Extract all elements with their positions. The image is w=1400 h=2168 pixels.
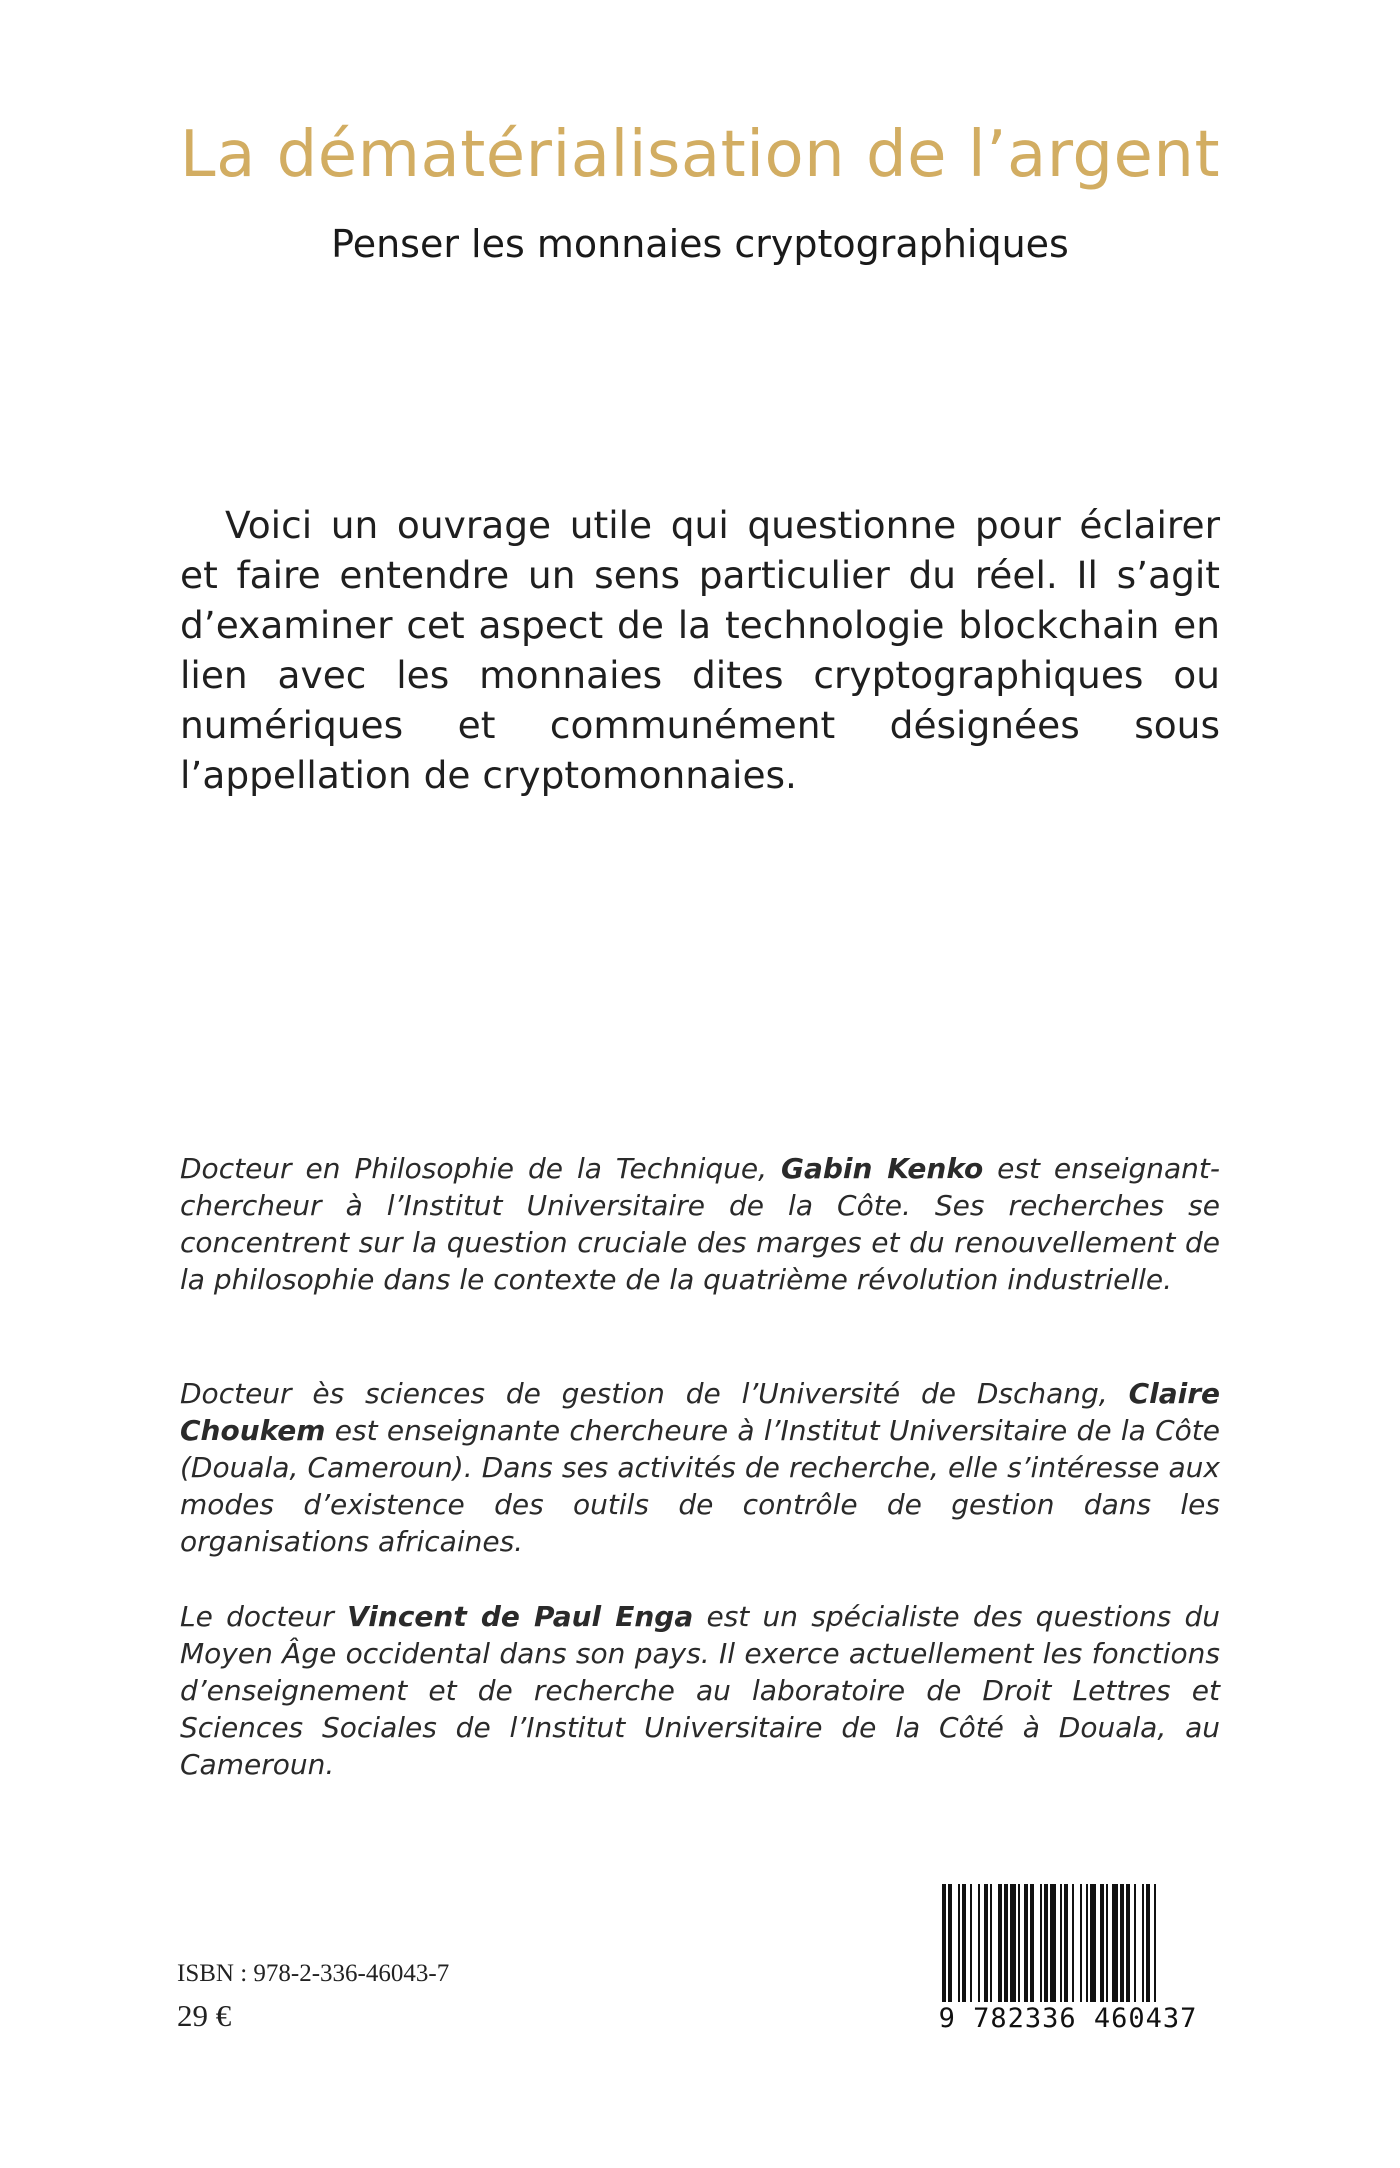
book-blurb: Voici un ouvrage utile qui questionne pour éclairer et faire entendre un sens particulier du réel. Il s’agit d’examiner cet aspect de la technologie blockchain en lien avec les monnaies dites cryptographiques ou numériques et communément désignées sous l’appellation de cryptomonnaies. xyxy=(180,503,1220,797)
book-title: La dématérialisation de l’argent xyxy=(179,118,1221,192)
bio-text: Le docteur xyxy=(180,1600,348,1633)
author-name: Vincent de Paul Enga xyxy=(347,1600,694,1633)
author-bio-1 xyxy=(180,1150,1220,1298)
book-subtitle: Penser les monnaies cryptographiques xyxy=(331,222,1069,266)
author-name: Gabin Kenko xyxy=(780,1152,984,1185)
bio-text: est un spécialiste des questions du Moyen Âge occidental dans son pays. Il exerce actuellement les fonctions d’enseignement et de recherche au laboratoire de Droit Lettres et Sciences Sociales de l’Institut Universitaire de la Côté à Douala, au Cameroun. xyxy=(180,1600,1221,1781)
bio-text: est enseignant-chercheur à l’Institut Universitaire de la Côte. Ses recherches se concentrent sur la question cruciale des marges et du renouvellement de la philosophie dans le contexte de la quatrième révolution industrielle. xyxy=(180,1152,1220,1296)
author-name: Claire Choukem xyxy=(180,1377,1220,1447)
bio-text: Docteur ès sciences de gestion de l’Université de Dschang, xyxy=(180,1377,1129,1410)
price-label: 29 € xyxy=(177,1998,232,2033)
author-bio-3 xyxy=(180,1598,1220,1783)
isbn-label: ISBN : 978-2-336-46043-7 xyxy=(177,1960,450,1987)
barcode-digits: 9 782336 460437 xyxy=(936,2002,1200,2036)
author-bio-2 xyxy=(180,1375,1220,1560)
bio-text: est enseignante chercheure à l’Institut Universitaire de la Côte (Douala, Cameroun). Dans ses activités de recherche, elle s’intéresse aux modes d’existence des outils de contrôle de gestion dans les organisations africaines. xyxy=(180,1414,1220,1558)
bio-text: Docteur en Philosophie de la Technique, xyxy=(180,1152,781,1185)
